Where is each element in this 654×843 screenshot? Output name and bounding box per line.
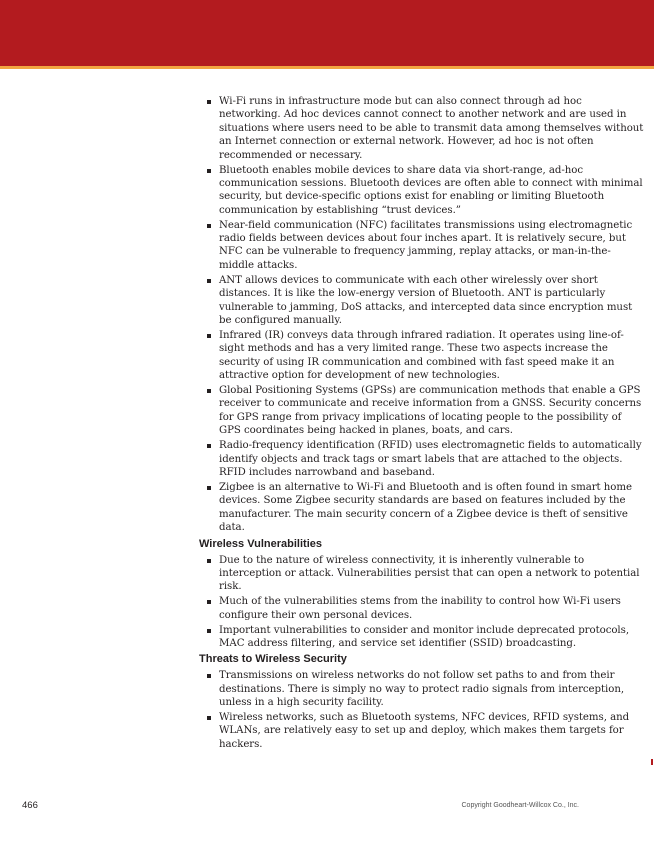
list-item: Important vulnerabilities to consider and monitor include deprecated protocols, MAC address filtering, and service set identifier (SSID) broadcasting. [205,624,645,651]
list-item: Near-field communication (NFC) facilitates transmissions using electromagnetic radio fields between devices about four inches apart. It is relatively secure, but NFC can be vulnerable to frequency jamming, replay attacks, or man-in-the-middle attacks. [205,219,645,273]
list-item: Infrared (IR) conveys data through infrared radiation. It operates using line-of-sight methods and has a very limited range. These two aspects increase the security of using IR communication and combined with fast speed make it an attractive option for development of new technologies. [205,329,645,383]
list-item: Bluetooth enables mobile devices to share data via short-range, ad-hoc communication sessions. Bluetooth devices are often able to connect with minimal security, but device-specific options exist for enabling or limiting Bluetooth communication by establishing “trust devices.” [205,164,645,218]
header-band [0,0,654,66]
list-item: Wireless networks, such as Bluetooth systems, NFC devices, RFID systems, and WLANs, are relatively easy to set up and deploy, which makes them targets for hackers. [205,711,645,751]
page-edge-mark [651,759,653,765]
page-number: 466 [22,800,38,811]
list-item: Transmissions on wireless networks do not follow set paths to and from their destinations. There is simply no way to protect radio signals from interception, unless in a high security facility. [205,669,645,709]
list-item: Zigbee is an alternative to Wi-Fi and Bluetooth and is often found in smart home devices. Some Zigbee security standards are based on features included by the manufacturer. The main security concern of a Zigbee device is theft of sensitive data. [205,481,645,535]
copyright-notice: Copyright Goodheart-Willcox Co., Inc. [461,802,579,809]
wireless-technologies-list [205,95,645,535]
list-item: ANT allows devices to communicate with each other wirelessly over short distances. It is like the low-energy version of Bluetooth. ANT is particularly vulnerable to jamming, DoS attacks, and intercepted data since encryption must be configured manually. [205,274,645,328]
list-item: Radio-frequency identification (RFID) uses electromagnetic fields to automatically identify objects and track tags or smart labels that are attached to the objects. RFID includes narrowband and baseband. [205,439,645,479]
wireless-vulnerabilities-list [205,554,645,651]
header-accent-stripe [0,66,654,69]
list-item: Due to the nature of wireless connectivity, it is inherently vulnerable to interception or attack. Vulnerabilities persist that can open a network to potential risk. [205,554,645,594]
section-heading-threats: Threats to Wireless Security [199,653,347,666]
page-content [199,95,645,753]
list-item: Much of the vulnerabilities stems from the inability to control how Wi-Fi users configure their own personal devices. [205,595,645,622]
section-heading-wireless-vulnerabilities: Wireless Vulnerabilities [199,537,322,550]
threats-list [205,669,645,751]
list-item: Global Positioning Systems (GPSs) are communication methods that enable a GPS receiver to communicate and receive information from a GNSS. Security concerns for GPS range from privacy implications of locating people to the possibility of GPS coordinates being hacked in planes, boats, and cars. [205,384,645,438]
list-item: Wi-Fi runs in infrastructure mode but can also connect through ad hoc networking. Ad hoc devices cannot connect to another network and are used in situations where users need to be able to transmit data among themselves without an Internet connection or external network. However, ad hoc is not often recommended or necessary. [205,95,645,162]
